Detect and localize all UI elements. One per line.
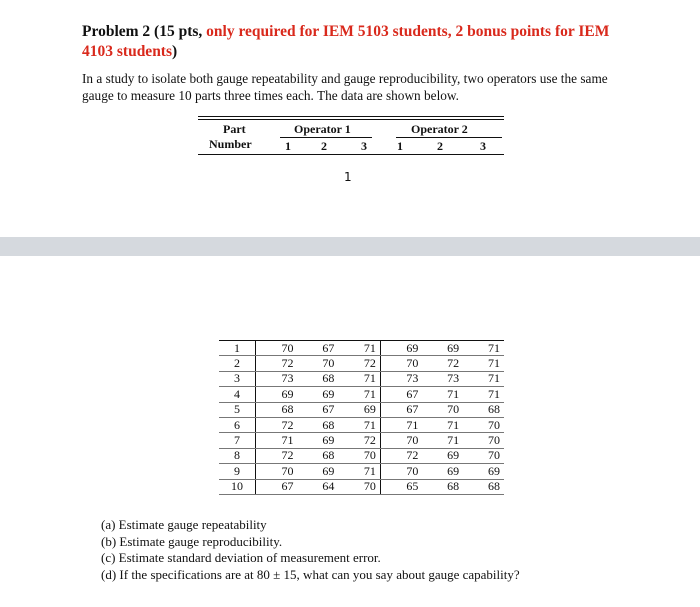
measurement: 69 [422, 341, 463, 356]
measurement: 69 [298, 464, 339, 479]
part-number: 3 [219, 371, 256, 386]
question-a: (a) Estimate gauge repeatability [101, 517, 267, 532]
op2-trial-2: 2 [437, 139, 443, 153]
measurement: 69 [422, 464, 463, 479]
measurement: 71 [338, 387, 380, 402]
measurement: 68 [463, 402, 504, 417]
part-number: 10 [219, 479, 256, 494]
problem-heading [82, 22, 642, 62]
measurement: 72 [256, 417, 298, 432]
op1-trial-1: 1 [285, 139, 291, 153]
measurement: 67 [256, 479, 298, 494]
measurement: 68 [422, 479, 463, 494]
measurement: 71 [380, 417, 422, 432]
measurement: 68 [256, 402, 298, 417]
question-list [101, 517, 520, 583]
page-number: 1 [344, 170, 352, 184]
table-row [219, 464, 504, 479]
measurement: 67 [380, 402, 422, 417]
measurement: 64 [298, 479, 339, 494]
measurement: 70 [463, 433, 504, 448]
question-d: (d) If the specifications are at 80 ± 15, what can you say about gauge capability? [101, 566, 520, 582]
part-number: 5 [219, 402, 256, 417]
question-b: (b) Estimate gauge reproducibility. [101, 533, 283, 549]
measurement: 71 [463, 387, 504, 402]
table-row [219, 417, 504, 432]
measurement: 70 [380, 464, 422, 479]
measurement: 71 [256, 433, 298, 448]
measurement: 72 [380, 448, 422, 463]
measurement: 70 [338, 479, 380, 494]
question-c: (c) Estimate standard deviation of measurement error. [101, 550, 381, 565]
measurement: 71 [463, 371, 504, 386]
op1-trial-2: 2 [321, 139, 327, 153]
heading-highlight: only required for IEM 5103 students, 2 bonus points for IEM 4103 students [82, 23, 610, 60]
measurement: 72 [256, 448, 298, 463]
problem-intro: In a study to isolate both gauge repeatability and gauge reproducibility, two operators use the same gauge to measure 10 parts three times each. The data are shown below. [82, 71, 608, 103]
measurement: 71 [422, 387, 463, 402]
table-row [219, 448, 504, 463]
measurement: 73 [422, 371, 463, 386]
measurement: 69 [463, 464, 504, 479]
measurement: 70 [463, 417, 504, 432]
table-row [219, 341, 504, 356]
measurement: 69 [380, 341, 422, 356]
table-row [219, 387, 504, 402]
table-row [219, 433, 504, 448]
measurement: 68 [463, 479, 504, 494]
measurement: 69 [422, 448, 463, 463]
measurement: 72 [256, 356, 298, 371]
measurement: 70 [463, 448, 504, 463]
part-number: 8 [219, 448, 256, 463]
part-number: 6 [219, 417, 256, 432]
measurement: 70 [380, 356, 422, 371]
op1-trial-3: 3 [361, 139, 367, 153]
measurement: 70 [338, 448, 380, 463]
measurement: 68 [298, 371, 339, 386]
measurement: 70 [422, 402, 463, 417]
table-row [219, 356, 504, 371]
measurement: 72 [422, 356, 463, 371]
part-number: 9 [219, 464, 256, 479]
measurement: 71 [463, 356, 504, 371]
measurement: 71 [338, 464, 380, 479]
measurement: 71 [338, 341, 380, 356]
table-row [219, 402, 504, 417]
measurement: 67 [298, 402, 339, 417]
table-row [219, 371, 504, 386]
part-number: 4 [219, 387, 256, 402]
measurement: 71 [338, 371, 380, 386]
measurement: 70 [256, 341, 298, 356]
measurement: 72 [338, 356, 380, 371]
measurement: 71 [463, 341, 504, 356]
operator2-header: Operator 2 [411, 122, 468, 136]
page-divider [0, 237, 700, 256]
op2-trial-1: 1 [397, 139, 403, 153]
part-number: 2 [219, 356, 256, 371]
measurement: 69 [338, 402, 380, 417]
measurement: 73 [256, 371, 298, 386]
heading-tail: ) [172, 43, 178, 60]
part-number: 1 [219, 341, 256, 356]
measurement-table [219, 340, 504, 495]
measurement: 71 [338, 417, 380, 432]
operator1-header: Operator 1 [294, 122, 351, 136]
op2-trial-3: 3 [480, 139, 486, 153]
measurement: 69 [298, 433, 339, 448]
measurement: 70 [256, 464, 298, 479]
part-header-line1: Part [223, 122, 246, 136]
table-header [198, 116, 504, 157]
table-row [219, 479, 504, 494]
heading-lead: Problem 2 (15 pts, [82, 23, 207, 40]
measurement: 67 [298, 341, 339, 356]
measurement: 72 [338, 433, 380, 448]
measurement: 69 [256, 387, 298, 402]
measurement: 68 [298, 417, 339, 432]
measurement: 71 [422, 433, 463, 448]
measurement: 70 [380, 433, 422, 448]
part-number: 7 [219, 433, 256, 448]
measurement: 67 [380, 387, 422, 402]
part-header-line2: Number [209, 137, 252, 151]
measurement: 69 [298, 387, 339, 402]
measurement: 65 [380, 479, 422, 494]
measurement: 73 [380, 371, 422, 386]
measurement: 68 [298, 448, 339, 463]
measurement: 70 [298, 356, 339, 371]
measurement: 71 [422, 417, 463, 432]
